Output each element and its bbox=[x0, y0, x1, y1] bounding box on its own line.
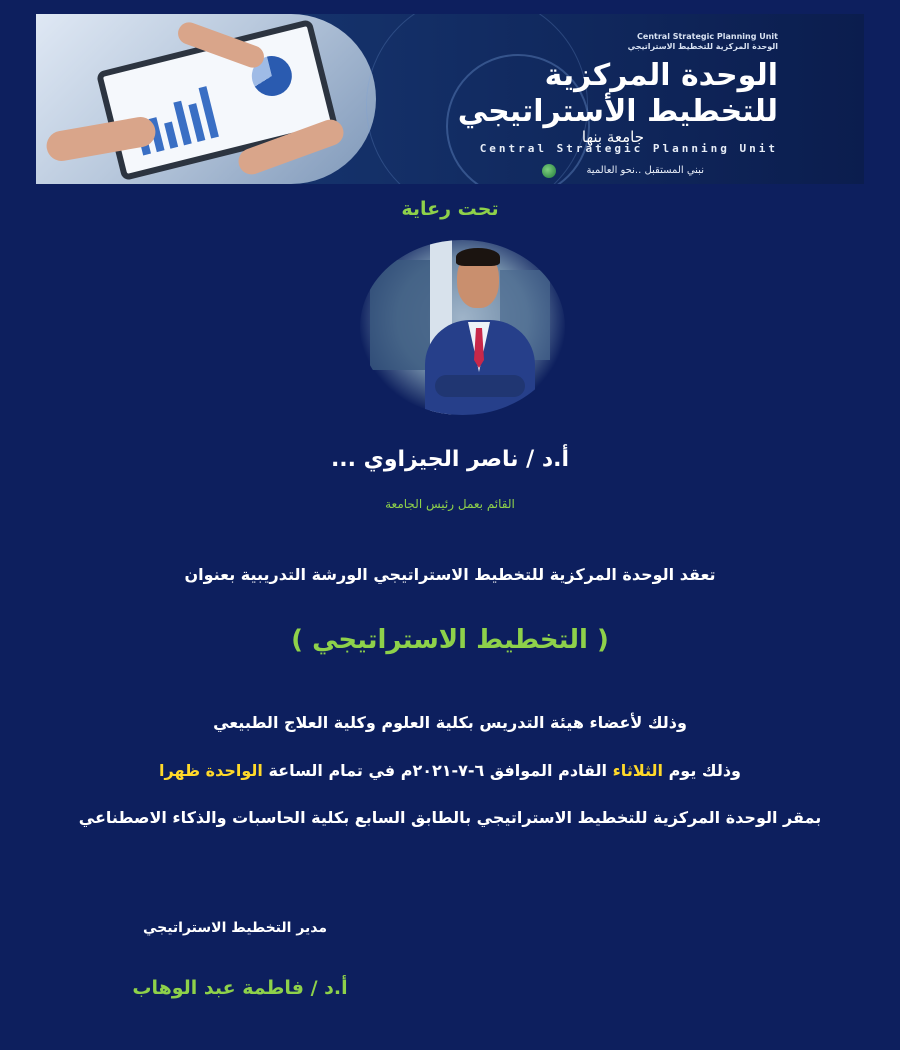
banner-tagline: نبني المستقبل ..نحو العالمية bbox=[586, 165, 704, 176]
patronage-label: تحت رعاية bbox=[401, 198, 499, 220]
banner-title-line2: للتخطيط الأستراتيجي bbox=[457, 94, 778, 129]
date-prefix: وذلك يوم bbox=[668, 761, 741, 780]
audience-line: وذلك لأعضاء هيئة التدريس بكلية العلوم وكلية العلاج الطبيعي bbox=[213, 713, 687, 732]
banner-title-en: Central Strategic Planning Unit bbox=[479, 142, 778, 155]
location-line: بمقر الوحدة المركزية للتخطيط الاستراتيجي بالطابق السابع بكلية الحاسبات والذكاء الاصطناعي bbox=[78, 808, 822, 827]
announcement-intro: تعقد الوحدة المركزية للتخطيط الاستراتيجي الورشة التدريبية بعنوان bbox=[184, 565, 716, 584]
patron-title: القائم بعمل رئيس الجامعة bbox=[385, 497, 515, 511]
patron-portrait bbox=[360, 240, 565, 415]
workshop-title: ( التخطيط الاستراتيجي ) bbox=[291, 625, 609, 655]
banner-university: جامعة بنها bbox=[581, 128, 644, 146]
time-value: الواحدة ظهرا bbox=[159, 761, 263, 780]
signature-title: مدير التخطيط الاستراتيجي bbox=[142, 920, 328, 936]
banner-photo bbox=[36, 14, 376, 184]
banner-small-caption: Central Strategic Planning Unit الوحدة المركزية للتخطيط الاستراتيجي bbox=[627, 32, 778, 51]
date-time-line bbox=[0, 761, 900, 780]
signature-name: أ.د / فاطمة عبد الوهاب bbox=[132, 977, 348, 999]
header-banner bbox=[36, 14, 864, 184]
day-name: الثلاثاء bbox=[612, 761, 663, 780]
patron-name: أ.د / ناصر الجيزاوي ... bbox=[330, 447, 570, 472]
date-middle: القادم الموافق ٦-٧-٢٠٢١م في تمام الساعة bbox=[268, 761, 608, 780]
globe-icon bbox=[542, 164, 556, 178]
banner-title-line1: الوحدة المركزية bbox=[544, 58, 778, 93]
